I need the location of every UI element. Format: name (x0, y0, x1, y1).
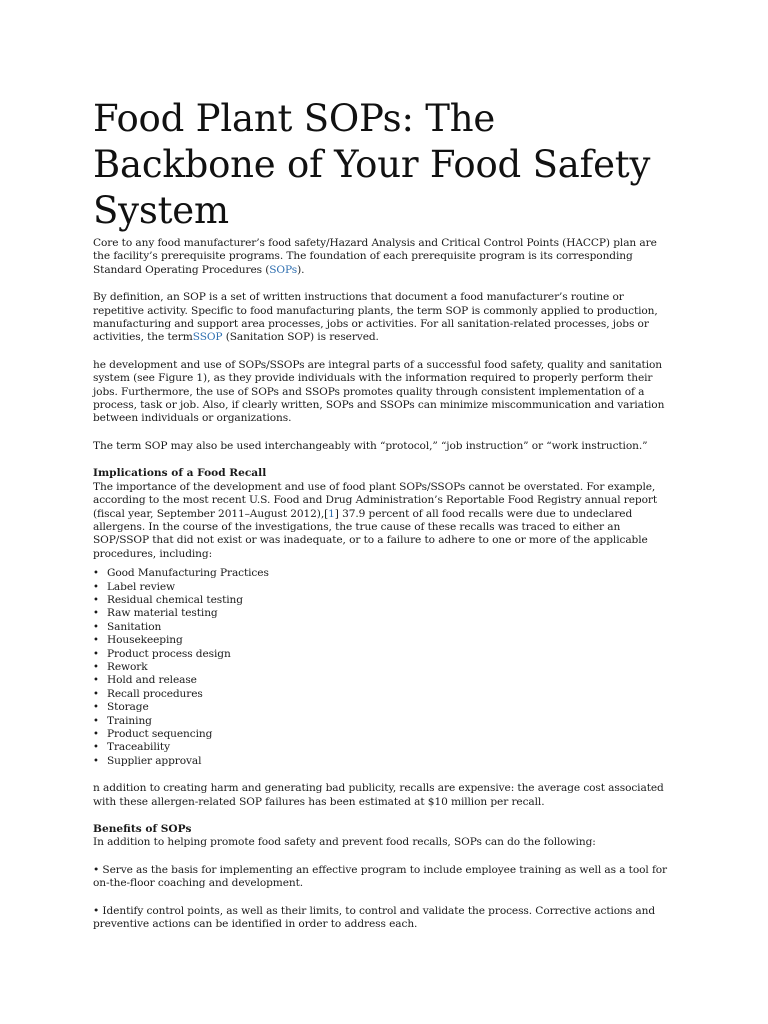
term-note-paragraph: The term SOP may also be used interchangeably with “protocol,” “job instruction” or “work instruction.” (93, 439, 648, 452)
list-item: • Label review (93, 581, 673, 594)
benefits-intro-paragraph: In addition to helping promote food safety and prevent food recalls, SOPs can do the following: (93, 836, 596, 849)
intro-text-1: Core to any food manufacturer’s food safety/Hazard Analysis and Critical Control Points (HACCP) plan are the facility’s prerequisite programs. The foundation of each prerequisite program is its corresponding Standard Operating Procedures ( (93, 237, 657, 276)
definition-text-1: By definition, an SOP is a set of written instructions that document a food manufacturer’s routine or repetitive activity. Specific to food manufacturing plants, the term SOP is commonly applied to production, manufacturing and support area processes, jobs or activities. For all sanitation-related processes, jobs or activities, the term (93, 291, 658, 344)
list-item: • Product process design (93, 648, 673, 661)
development-paragraph: he development and use of SOPs/SSOPs are integral parts of a successful food safety, quality and sanitation system (see Figure 1), as they provide individuals with the information required to properly perform their jobs. Furthermore, the use of SOPs and SSOPs promotes quality through consistent implementation of a process, task or job. Also, if clearly written, SOPs and SSOPs can minimize miscommunication and variation between individuals or organizations. (93, 358, 665, 425)
list-item: • Rework (93, 661, 673, 674)
list-item: • Storage (93, 701, 673, 714)
list-item: • Recall procedures (93, 688, 673, 701)
recall-cost-paragraph: n addition to creating harm and generating bad publicity, recalls are expensive: the average cost associated with these allergen-related SOP failures has been estimated at $10 million per recall. (93, 782, 664, 808)
list-item: • Good Manufacturing Practices (93, 567, 673, 580)
list-item: • Traceability (93, 741, 673, 754)
definition-text-2: (Sanitation SOP) is reserved. (222, 331, 379, 344)
procedures-list (93, 567, 673, 768)
page-title: Food Plant SOPs: The Backbone of Your Food Safety System (93, 97, 651, 232)
list-item: • Training (93, 715, 673, 728)
list-item: • Sanitation (93, 621, 673, 634)
list-item: • Raw material testing (93, 607, 673, 620)
list-item: • Hold and release (93, 674, 673, 687)
definition-paragraph (93, 291, 673, 345)
list-item: • Housekeeping (93, 634, 673, 647)
recall-text-2: ] 37.9 percent of all food recalls were due to undeclared allergens. In the course of the investigations, the true cause of these recalls was traced to either an SOP/SSOP that did not exist or was inadequate, or to a failure to adhere to one or more of the applicable procedures, including: (93, 507, 648, 560)
benefit-item-control-points: • Identify control points, as well as their limits, to control and validate the process. Corrective actions and preventive actions can be identified in order to address each. (93, 904, 656, 931)
reference-link[interactable]: 1 (328, 507, 335, 520)
list-item: • Product sequencing (93, 728, 673, 741)
benefits-heading: Benefits of SOPs (93, 823, 192, 836)
sops-link[interactable]: SOPs (269, 263, 298, 276)
intro-paragraph (93, 237, 673, 277)
recall-text-1: The importance of the development and use of food plant SOPs/SSOPs cannot be overstated. For example, according to the most recent U.S. Food and Drug Administration’s Reportable Food Registry annual report (fiscal year, September 2011–August 2012),[ (93, 480, 657, 520)
benefit-item-training: • Serve as the basis for implementing an effective program to include employee training as well as a tool for on-the-floor coaching and development. (93, 863, 668, 890)
list-item: • Residual chemical testing (93, 594, 673, 607)
article (93, 96, 673, 945)
recall-paragraph (93, 481, 673, 561)
list-item: • Supplier approval (93, 755, 673, 768)
intro-text-2: ). (297, 263, 305, 276)
recall-heading: Implications of a Food Recall (93, 467, 267, 480)
ssop-link[interactable]: SSOP (192, 331, 223, 344)
